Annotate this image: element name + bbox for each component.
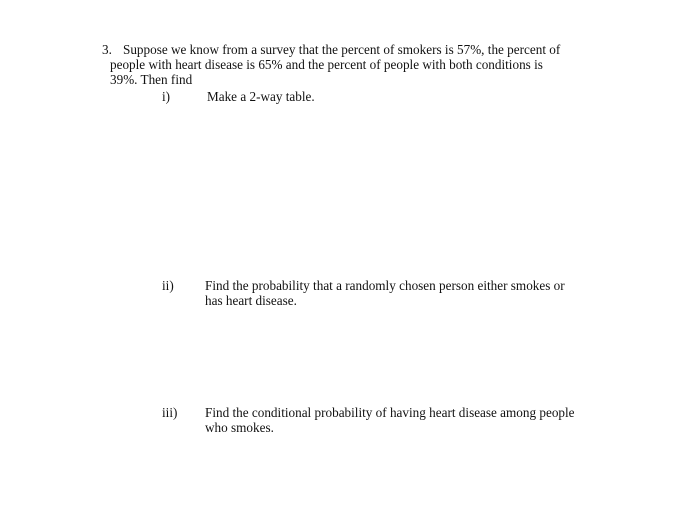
sub-question-text: who smokes. — [205, 420, 274, 435]
sub-question-label: ii) — [162, 278, 174, 293]
sub-question-text: Make a 2-way table. — [207, 89, 315, 104]
question-text-line: 39%. Then find — [110, 72, 193, 87]
sub-question-label: iii) — [162, 405, 178, 420]
sub-question-text: Find the probability that a randomly chosen person either smokes or — [205, 278, 565, 293]
question-text-line: people with heart disease is 65% and the percent of people with both conditions is — [110, 57, 543, 72]
sub-question-label: i) — [162, 89, 171, 104]
sub-question-text: Find the conditional probability of having heart disease among people — [205, 405, 575, 420]
question-number: 3. — [102, 42, 112, 57]
sub-question-text: has heart disease. — [205, 293, 297, 308]
question-text-line: Suppose we know from a survey that the percent of smokers is 57%, the percent of — [123, 42, 561, 57]
